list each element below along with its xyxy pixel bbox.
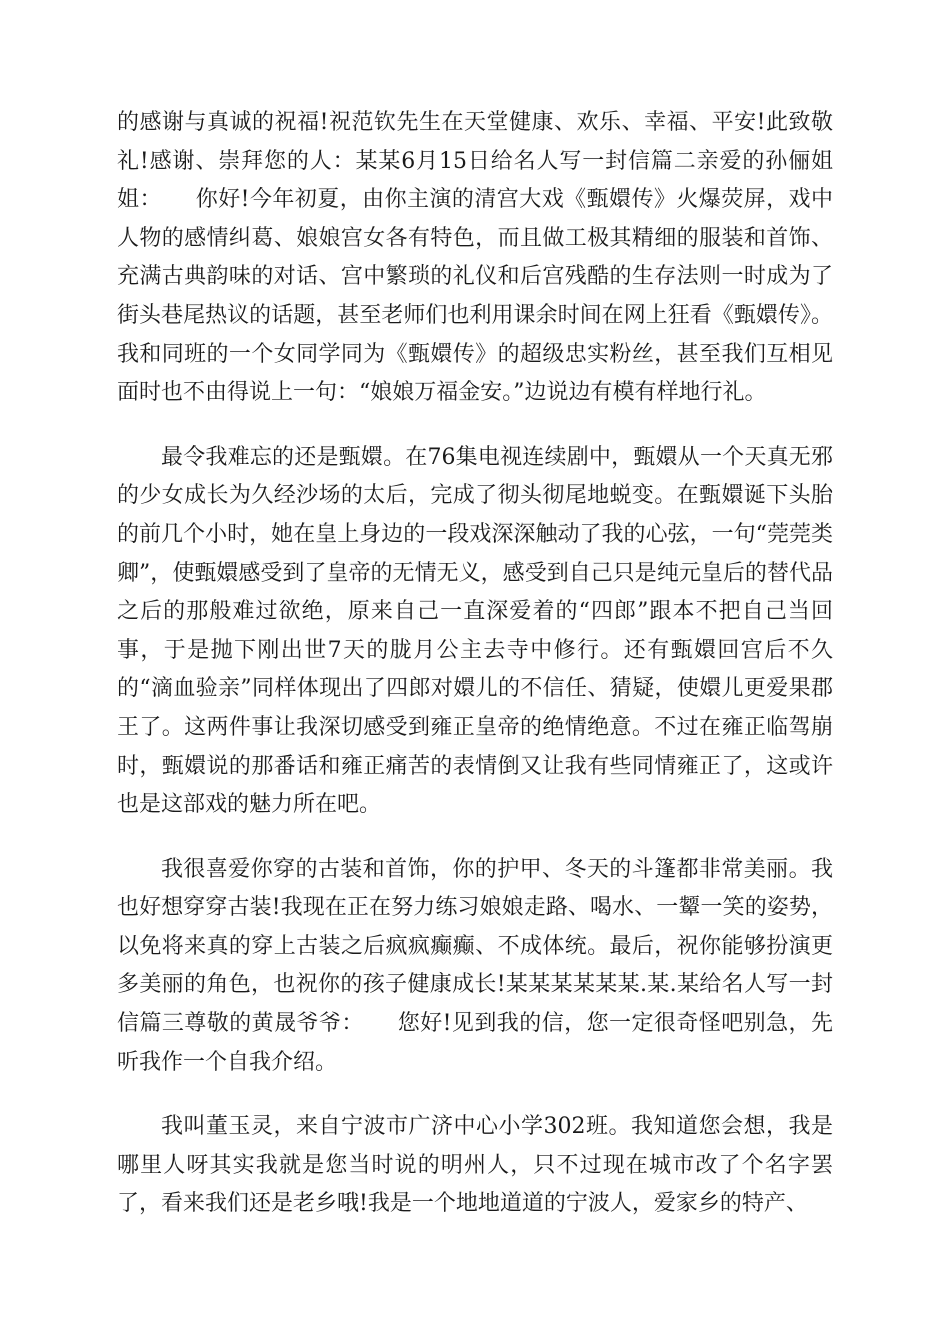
document-body	[117, 104, 833, 1224]
paragraph-1: 的感谢与真诚的祝福!祝范钦先生在天堂健康、欢乐、幸福、平安!此致敬礼!感谢、崇拜您的人：某某6月15日给名人写一封信篇二亲爱的孙俪姐姐： 你好!今年初夏，由你主演的清宫大戏《甄嬛传》火爆荧屏，戏中人物的感情纠葛、娘娘宫女各有特色，而且做工极其精细的服装和首饰、充满古典韵味的对话、宫中繁琐的礼仪和后宫残酷的生存法则一时成为了街头巷尾热议的话题，甚至老师们也利用课余时间在网上狂看《甄嬛传》。我和同班的一个女同学同为《甄嬛传》的超级忠实粉丝，甚至我们互相见面时也不由得说上一句：“娘娘万福金安。”边说边有模有样地行礼。	[117, 110, 833, 406]
paragraph-3: 我很喜爱你穿的古装和首饰，你的护甲、冬天的斗篷都非常美丽。我也好想穿穿古装!我现在正在努力练习娘娘走路、喝水、一颦一笑的姿势，以免将来真的穿上古装之后疯疯癫癫、不成体统。最后，祝你能够扮演更多美丽的角色，也祝你的孩子健康成长!某某某某某某.某.某给名人写一封信篇三尊敬的黄晟爷爷： 您好!见到我的信，您一定很奇怪吧别急，先听我作一个自我介绍。	[117, 856, 833, 1075]
paragraph-4: 我叫董玉灵，来自宁波市广济中心小学302班。我知道您会想，我是哪里人呀其实我就是您当时说的明州人，只不过现在城市改了个名字罢了，看来我们还是老乡哦!我是一个地地道道的宁波人，爱家乡的特产、	[117, 1114, 833, 1217]
paragraph-2: 最令我难忘的还是甄嬛。在76集电视连续剧中，甄嬛从一个天真无邪的少女成长为久经沙场的太后，完成了彻头彻尾地蜕变。在甄嬛诞下头胎的前几个小时，她在皇上身边的一段戏深深触动了我的心弦，一句“莞莞类卿”，使甄嬛感受到了皇帝的无情无义，感受到自己只是纯元皇后的替代品之后的那般难过欲绝，原来自己一直深爱着的“四郎”跟本不把自己当回事，于是抛下刚出世7天的胧月公主去寺中修行。还有甄嬛回宫后不久的“滴血验亲”同样体现出了四郎对嬛儿的不信任、猜疑，使嬛儿更爱果郡王了。这两件事让我深切感受到雍正皇帝的绝情绝意。不过在雍正临驾崩时，甄嬛说的那番话和雍正痛苦的表情倒又让我有些同情雍正了，这或许也是这部戏的魅力所在吧。	[117, 444, 833, 818]
